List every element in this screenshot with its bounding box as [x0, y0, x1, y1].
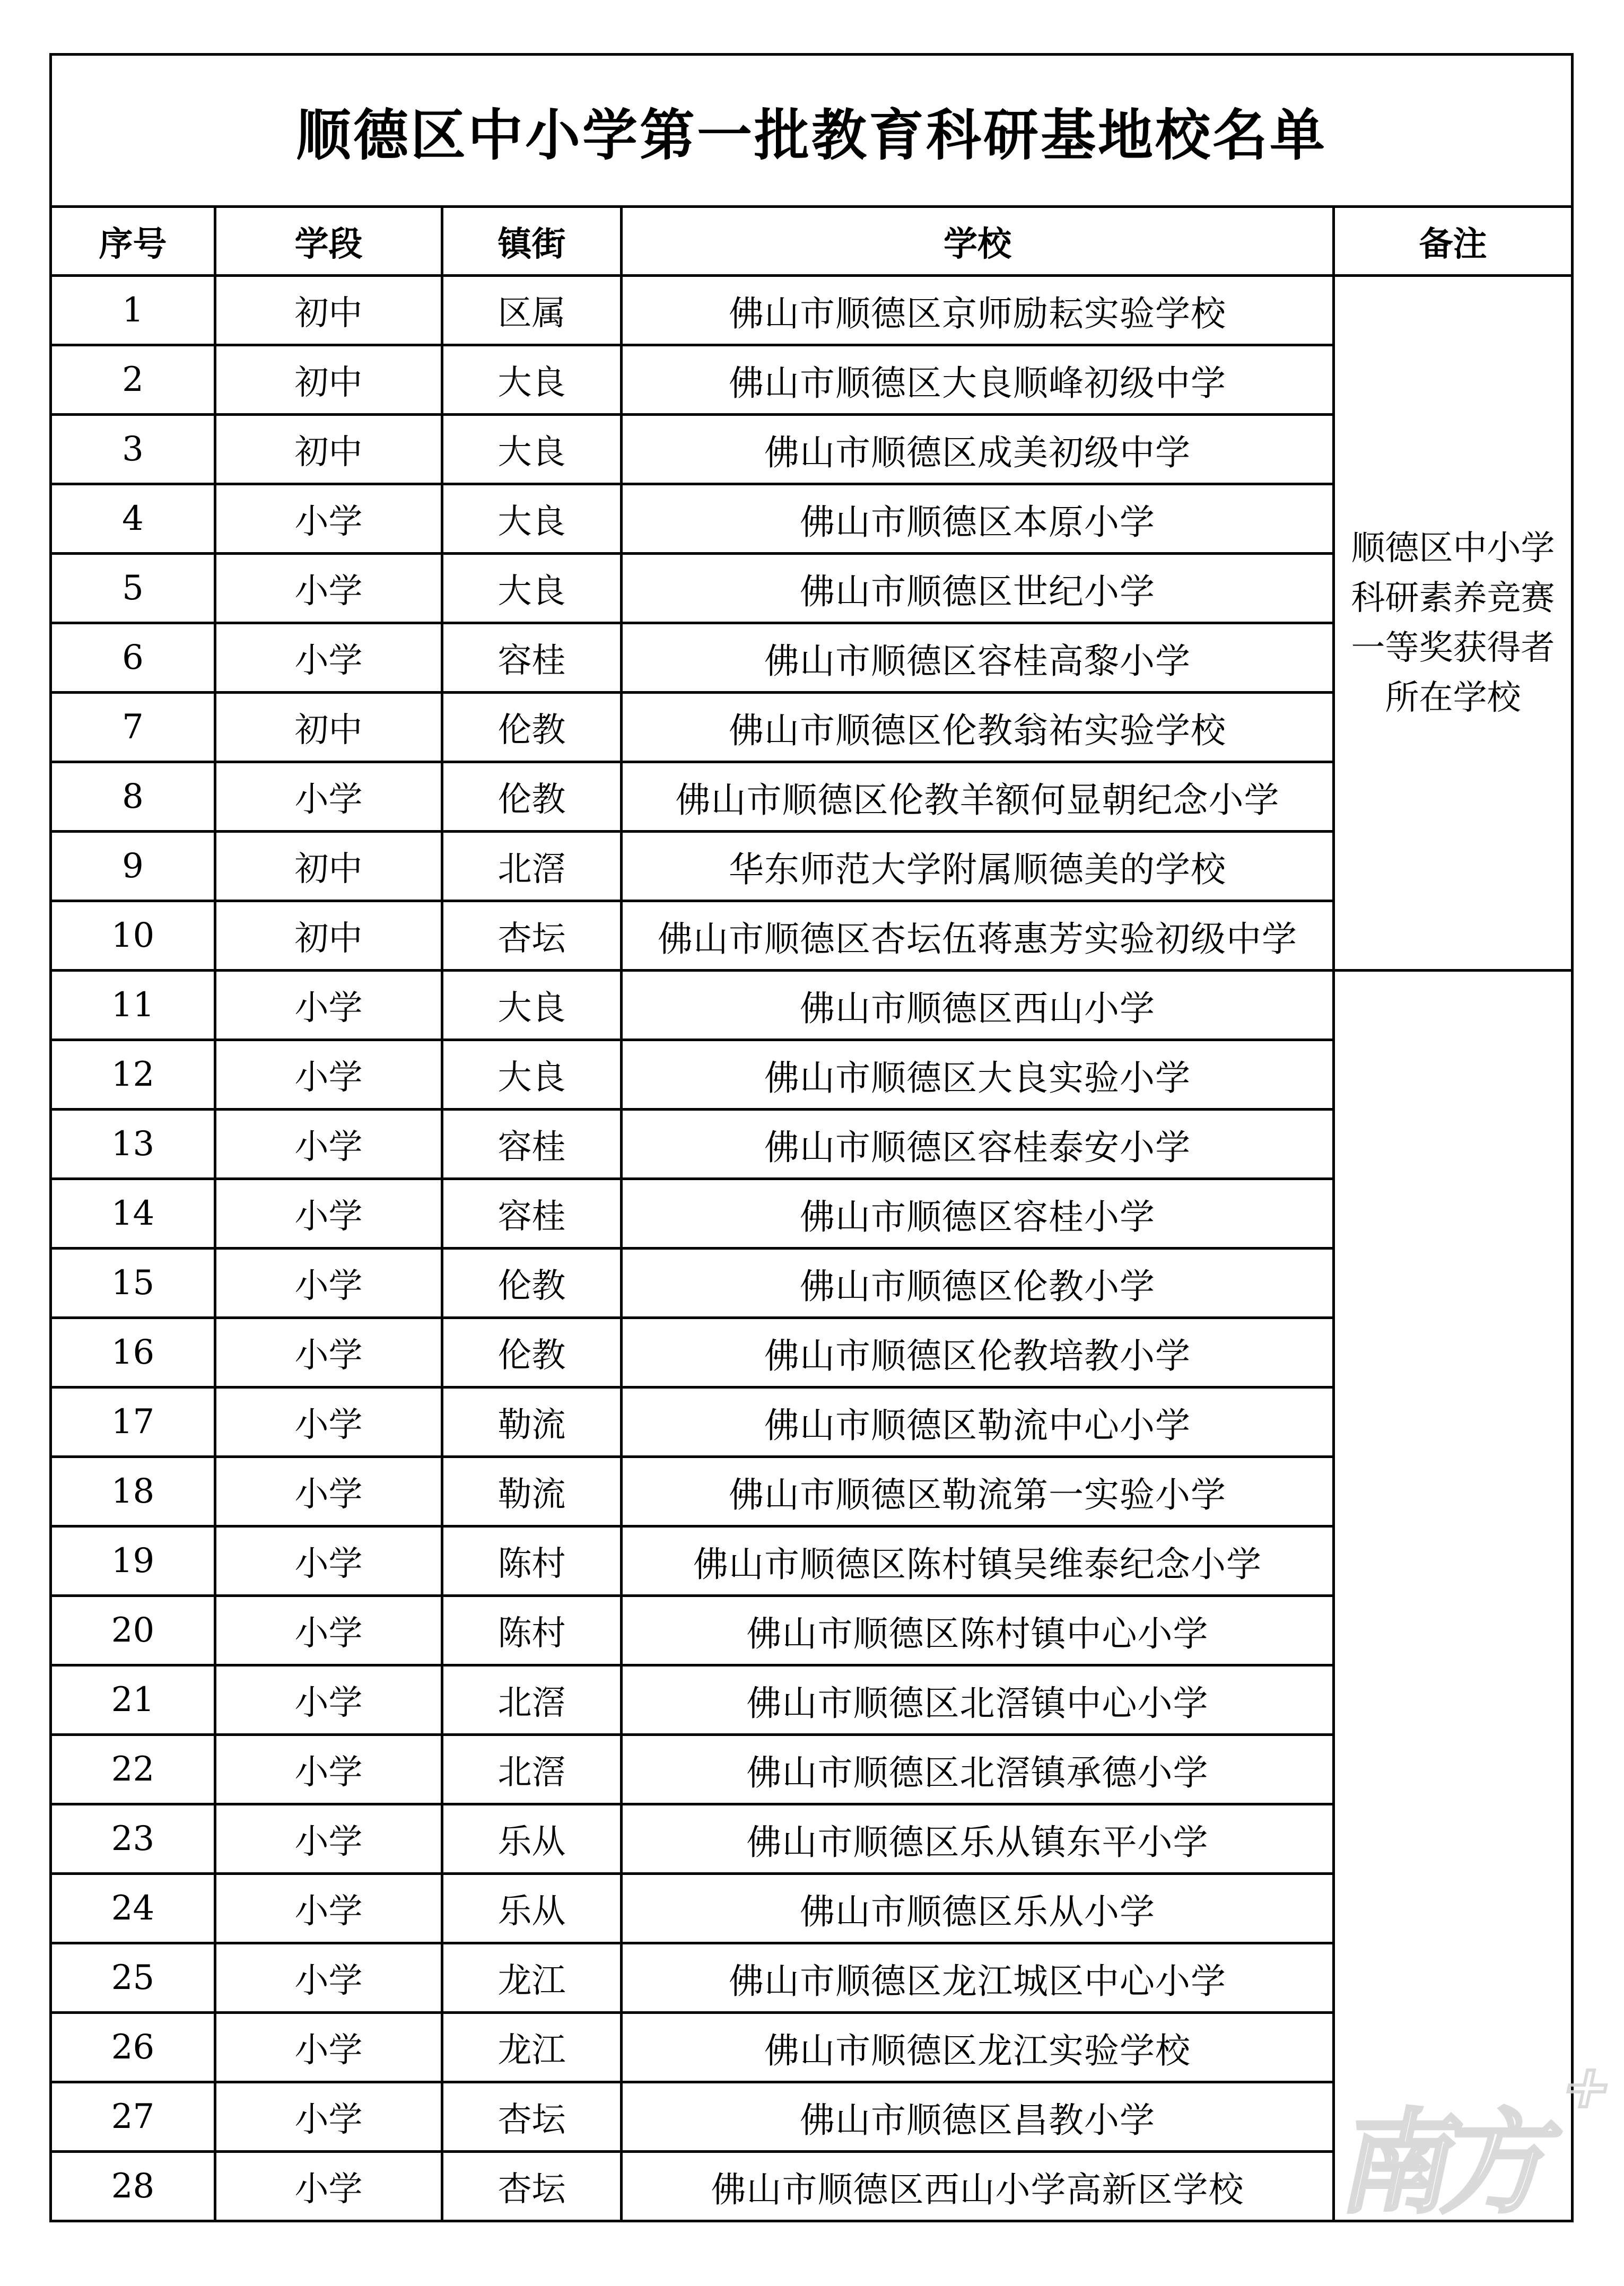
column-header-notes: 备注: [1334, 207, 1573, 276]
school-stage-cell: 小学: [215, 1388, 442, 1457]
school-stage-cell: 小学: [215, 1249, 442, 1318]
school-name-cell: 佛山市顺德区杏坛伍蒋惠芳实验初级中学: [622, 901, 1334, 971]
row-number-cell: 1: [51, 276, 215, 345]
row-number-cell: 9: [51, 832, 215, 901]
row-number-cell: 4: [51, 484, 215, 554]
school-stage-cell: 小学: [215, 1943, 442, 2013]
school-stage-cell: 初中: [215, 415, 442, 484]
school-name-cell: 佛山市顺德区北滘镇承德小学: [622, 1735, 1334, 1804]
school-name-cell: 佛山市顺德区伦教翁祐实验学校: [622, 693, 1334, 762]
school-stage-cell: 初中: [215, 832, 442, 901]
town-cell: 伦教: [442, 693, 622, 762]
town-cell: 区属: [442, 276, 622, 345]
school-stage-cell: 小学: [215, 1110, 442, 1179]
school-stage-cell: 小学: [215, 1179, 442, 1249]
row-number-cell: 20: [51, 1596, 215, 1665]
town-cell: 龙江: [442, 1943, 622, 2013]
school-stage-cell: 小学: [215, 1735, 442, 1804]
town-cell: 大良: [442, 345, 622, 415]
school-stage-cell: 小学: [215, 484, 442, 554]
column-header-town: 镇街: [442, 207, 622, 276]
row-number-cell: 23: [51, 1804, 215, 1874]
town-cell: 杏坛: [442, 2082, 622, 2152]
school-name-cell: 佛山市顺德区伦教羊额何显朝纪念小学: [622, 762, 1334, 832]
town-cell: 龙江: [442, 2013, 622, 2082]
notes-cell-award-schools: 顺德区中小学科研素养竞赛一等奖获得者所在学校: [1334, 276, 1573, 971]
school-name-cell: 华东师范大学附属顺德美的学校: [622, 832, 1334, 901]
town-cell: 容桂: [442, 1110, 622, 1179]
watermark-text: 南方: [1331, 2098, 1561, 2228]
row-number-cell: 17: [51, 1388, 215, 1457]
town-cell: 北滘: [442, 1735, 622, 1804]
document-title: 顺德区中小学第一批教育科研基地校名单: [51, 55, 1573, 207]
school-name-cell: 佛山市顺德区容桂小学: [622, 1179, 1334, 1249]
school-name-cell: 佛山市顺德区世纪小学: [622, 554, 1334, 623]
row-number-cell: 26: [51, 2013, 215, 2082]
school-stage-cell: 初中: [215, 276, 442, 345]
column-header-stage: 学段: [215, 207, 442, 276]
school-name-cell: 佛山市顺德区大良顺峰初级中学: [622, 345, 1334, 415]
school-stage-cell: 小学: [215, 1040, 442, 1110]
table-header-row: [51, 207, 1573, 276]
row-number-cell: 11: [51, 971, 215, 1040]
school-stage-cell: 小学: [215, 1526, 442, 1596]
town-cell: 容桂: [442, 623, 622, 693]
school-name-cell: 佛山市顺德区勒流第一实验小学: [622, 1457, 1334, 1526]
town-cell: 大良: [442, 554, 622, 623]
town-cell: 容桂: [442, 1179, 622, 1249]
town-cell: 大良: [442, 415, 622, 484]
school-name-cell: 佛山市顺德区昌教小学: [622, 2082, 1334, 2152]
school-stage-cell: 小学: [215, 971, 442, 1040]
school-stage-cell: 小学: [215, 1596, 442, 1665]
nanfang-plus-watermark: [1330, 2053, 1609, 2234]
school-name-cell: 佛山市顺德区容桂泰安小学: [622, 1110, 1334, 1179]
row-number-cell: 22: [51, 1735, 215, 1804]
row-number-cell: 28: [51, 2152, 215, 2221]
school-name-cell: 佛山市顺德区大良实验小学: [622, 1040, 1334, 1110]
row-number-cell: 16: [51, 1318, 215, 1388]
school-stage-cell: 小学: [215, 1665, 442, 1735]
table-row: [51, 971, 1573, 1040]
school-name-cell: 佛山市顺德区西山小学高新区学校: [622, 2152, 1334, 2221]
school-name-cell: 佛山市顺德区伦教培教小学: [622, 1318, 1334, 1388]
town-cell: 北滘: [442, 1665, 622, 1735]
town-cell: 陈村: [442, 1526, 622, 1596]
town-cell: 杏坛: [442, 2152, 622, 2221]
row-number-cell: 14: [51, 1179, 215, 1249]
town-cell: 勒流: [442, 1457, 622, 1526]
school-stage-cell: 小学: [215, 2082, 442, 2152]
row-number-cell: 21: [51, 1665, 215, 1735]
column-header-no: 序号: [51, 207, 215, 276]
row-number-cell: 2: [51, 345, 215, 415]
school-name-cell: 佛山市顺德区伦教小学: [622, 1249, 1334, 1318]
school-stage-cell: 小学: [215, 1457, 442, 1526]
town-cell: 大良: [442, 1040, 622, 1110]
school-stage-cell: 小学: [215, 554, 442, 623]
school-name-cell: 佛山市顺德区本原小学: [622, 484, 1334, 554]
row-number-cell: 24: [51, 1874, 215, 1943]
school-stage-cell: 初中: [215, 345, 442, 415]
school-name-cell: 佛山市顺德区龙江实验学校: [622, 2013, 1334, 2082]
school-name-cell: 佛山市顺德区陈村镇中心小学: [622, 1596, 1334, 1665]
school-stage-cell: 小学: [215, 2013, 442, 2082]
row-number-cell: 25: [51, 1943, 215, 2013]
town-cell: 伦教: [442, 1249, 622, 1318]
school-name-cell: 佛山市顺德区北滘镇中心小学: [622, 1665, 1334, 1735]
school-stage-cell: 小学: [215, 2152, 442, 2221]
school-stage-cell: 初中: [215, 693, 442, 762]
town-cell: 陈村: [442, 1596, 622, 1665]
school-stage-cell: 小学: [215, 762, 442, 832]
row-number-cell: 15: [51, 1249, 215, 1318]
school-stage-cell: 小学: [215, 1874, 442, 1943]
row-number-cell: 8: [51, 762, 215, 832]
school-name-cell: 佛山市顺德区京师励耘实验学校: [622, 276, 1334, 345]
school-stage-cell: 小学: [215, 623, 442, 693]
row-number-cell: 13: [51, 1110, 215, 1179]
school-list-table: [49, 53, 1574, 2222]
column-header-school: 学校: [622, 207, 1334, 276]
school-name-cell: 佛山市顺德区陈村镇吴维泰纪念小学: [622, 1526, 1334, 1596]
notes-cell-empty: [1334, 971, 1573, 2221]
row-number-cell: 18: [51, 1457, 215, 1526]
school-name-cell: 佛山市顺德区勒流中心小学: [622, 1388, 1334, 1457]
town-cell: 乐从: [442, 1874, 622, 1943]
school-name-cell: 佛山市顺德区乐从小学: [622, 1874, 1334, 1943]
town-cell: 大良: [442, 971, 622, 1040]
town-cell: 伦教: [442, 1318, 622, 1388]
school-stage-cell: 小学: [215, 1318, 442, 1388]
school-name-cell: 佛山市顺德区龙江城区中心小学: [622, 1943, 1334, 2013]
row-number-cell: 19: [51, 1526, 215, 1596]
school-stage-cell: 初中: [215, 901, 442, 971]
school-stage-cell: 小学: [215, 1804, 442, 1874]
row-number-cell: 5: [51, 554, 215, 623]
watermark-plus: +: [1556, 2053, 1609, 2121]
town-cell: 北滘: [442, 832, 622, 901]
school-name-cell: 佛山市顺德区容桂高黎小学: [622, 623, 1334, 693]
row-number-cell: 12: [51, 1040, 215, 1110]
town-cell: 伦教: [442, 762, 622, 832]
table-row: [51, 276, 1573, 345]
school-name-cell: 佛山市顺德区西山小学: [622, 971, 1334, 1040]
school-name-cell: 佛山市顺德区成美初级中学: [622, 415, 1334, 484]
row-number-cell: 10: [51, 901, 215, 971]
row-number-cell: 3: [51, 415, 215, 484]
town-cell: 勒流: [442, 1388, 622, 1457]
row-number-cell: 6: [51, 623, 215, 693]
school-list-document: [49, 53, 1571, 2222]
town-cell: 乐从: [442, 1804, 622, 1874]
row-number-cell: 7: [51, 693, 215, 762]
school-name-cell: 佛山市顺德区乐从镇东平小学: [622, 1804, 1334, 1874]
town-cell: 大良: [442, 484, 622, 554]
row-number-cell: 27: [51, 2082, 215, 2152]
town-cell: 杏坛: [442, 901, 622, 971]
